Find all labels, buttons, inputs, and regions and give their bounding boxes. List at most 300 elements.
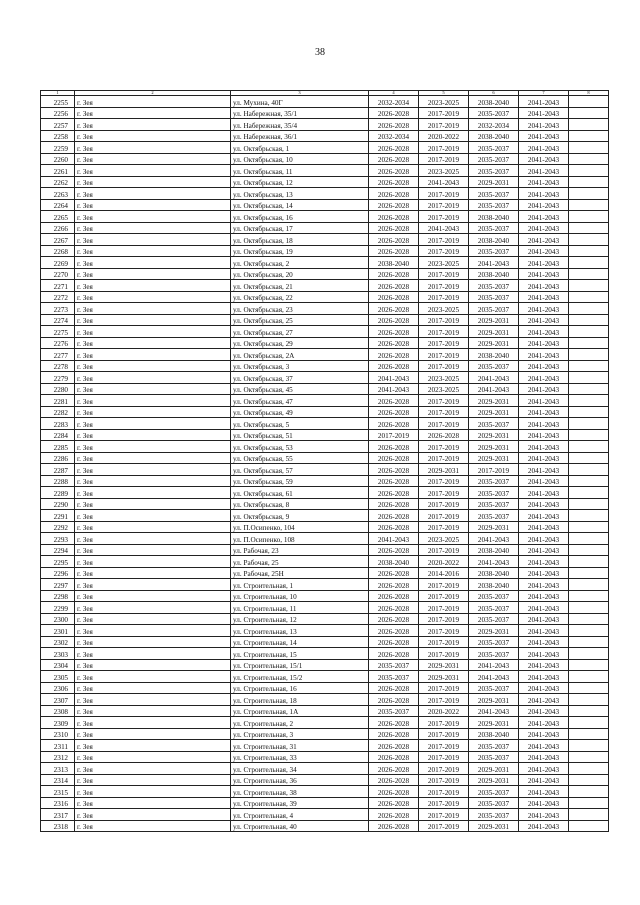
column-number-8: 8 [569, 91, 609, 96]
row-number-cell: 2302 [41, 636, 75, 648]
table-row [41, 222, 609, 234]
row-number-cell: 2262 [41, 176, 75, 188]
period-col-5-cell: 2017-2019 [419, 521, 469, 533]
row-number-cell: 2300 [41, 613, 75, 625]
column-number-3: 3 [231, 91, 369, 96]
table-row [41, 153, 609, 165]
period-col-4-cell: 2026-2028 [369, 153, 419, 165]
table-row [41, 107, 609, 119]
period-col-6-cell: 2038-2040 [469, 268, 519, 280]
period-col-6-cell: 2035-2037 [469, 165, 519, 177]
period-col-5-cell: 2017-2019 [419, 602, 469, 614]
address-cell: ул. Октябрьская, 3 [231, 360, 369, 372]
row-number-cell: 2270 [41, 268, 75, 280]
col-8-cell [569, 452, 609, 464]
table-row [41, 682, 609, 694]
period-col-5-cell: 2041-2043 [419, 176, 469, 188]
city-cell: г. Зея [75, 280, 231, 292]
period-col-6-cell: 2029-2031 [469, 176, 519, 188]
period-col-7-cell: 2041-2043 [519, 533, 569, 545]
address-cell: ул. Строительная, 16 [231, 682, 369, 694]
col-8-cell [569, 188, 609, 200]
address-cell: ул. Октябрьская, 16 [231, 211, 369, 223]
address-cell: ул. Набережная, 36/1 [231, 130, 369, 142]
period-col-6-cell: 2035-2037 [469, 245, 519, 257]
city-cell: г. Зея [75, 326, 231, 338]
period-col-6-cell: 2035-2037 [469, 142, 519, 154]
period-col-4-cell: 2026-2028 [369, 211, 419, 223]
row-number-cell: 2296 [41, 567, 75, 579]
period-col-7-cell: 2041-2043 [519, 165, 569, 177]
period-col-6-cell: 2035-2037 [469, 797, 519, 809]
period-col-4-cell: 2026-2028 [369, 337, 419, 349]
period-col-4-cell: 2026-2028 [369, 809, 419, 821]
period-col-4-cell: 2026-2028 [369, 774, 419, 786]
table-row [41, 579, 609, 591]
period-col-6-cell: 2035-2037 [469, 498, 519, 510]
city-cell: г. Зея [75, 119, 231, 131]
table-row [41, 636, 609, 648]
row-number-cell: 2256 [41, 107, 75, 119]
period-col-4-cell: 2026-2028 [369, 107, 419, 119]
period-col-4-cell: 2026-2028 [369, 544, 419, 556]
address-cell: ул. Строительная, 1 [231, 579, 369, 591]
period-col-7-cell: 2041-2043 [519, 613, 569, 625]
row-number-cell: 2272 [41, 291, 75, 303]
period-col-4-cell: 2026-2028 [369, 165, 419, 177]
period-col-7-cell: 2041-2043 [519, 487, 569, 499]
col-8-cell [569, 659, 609, 671]
period-col-5-cell: 2017-2019 [419, 751, 469, 763]
period-col-4-cell: 2026-2028 [369, 613, 419, 625]
period-col-7-cell: 2041-2043 [519, 119, 569, 131]
period-col-7-cell: 2041-2043 [519, 659, 569, 671]
row-number-cell: 2286 [41, 452, 75, 464]
period-col-6-cell: 2017-2019 [469, 464, 519, 476]
table-row [41, 464, 609, 476]
city-cell: г. Зея [75, 429, 231, 441]
period-col-5-cell: 2017-2019 [419, 153, 469, 165]
col-8-cell [569, 740, 609, 752]
period-col-5-cell: 2020-2022 [419, 705, 469, 717]
period-col-6-cell: 2035-2037 [469, 602, 519, 614]
row-number-cell: 2305 [41, 671, 75, 683]
row-number-cell: 2310 [41, 728, 75, 740]
col-8-cell [569, 211, 609, 223]
period-col-4-cell: 2026-2028 [369, 441, 419, 453]
row-number-cell: 2275 [41, 326, 75, 338]
table-row [41, 119, 609, 131]
period-col-4-cell: 2026-2028 [369, 717, 419, 729]
table-row [41, 234, 609, 246]
period-col-4-cell: 2026-2028 [369, 475, 419, 487]
col-8-cell [569, 360, 609, 372]
row-number-cell: 2313 [41, 763, 75, 775]
col-8-cell [569, 786, 609, 798]
city-cell: г. Зея [75, 763, 231, 775]
period-col-6-cell: 2035-2037 [469, 613, 519, 625]
period-col-7-cell: 2041-2043 [519, 625, 569, 637]
col-8-cell [569, 498, 609, 510]
period-col-6-cell: 2035-2037 [469, 809, 519, 821]
table-row [41, 659, 609, 671]
period-col-5-cell: 2017-2019 [419, 326, 469, 338]
period-col-6-cell: 2029-2031 [469, 406, 519, 418]
period-col-4-cell: 2032-2034 [369, 130, 419, 142]
col-8-cell [569, 579, 609, 591]
table-row [41, 774, 609, 786]
period-col-7-cell: 2041-2043 [519, 740, 569, 752]
col-8-cell [569, 314, 609, 326]
period-col-7-cell: 2041-2043 [519, 797, 569, 809]
period-col-5-cell: 2017-2019 [419, 360, 469, 372]
period-col-6-cell: 2041-2043 [469, 383, 519, 395]
table-row [41, 383, 609, 395]
column-number-4: 4 [369, 91, 419, 96]
city-cell: г. Зея [75, 268, 231, 280]
city-cell: г. Зея [75, 602, 231, 614]
row-number-cell: 2287 [41, 464, 75, 476]
city-cell: г. Зея [75, 153, 231, 165]
table-row [41, 337, 609, 349]
period-col-6-cell: 2041-2043 [469, 556, 519, 568]
period-col-4-cell: 2026-2028 [369, 245, 419, 257]
period-col-6-cell: 2035-2037 [469, 303, 519, 315]
period-col-7-cell: 2041-2043 [519, 383, 569, 395]
city-cell: г. Зея [75, 96, 231, 108]
period-col-5-cell: 2017-2019 [419, 498, 469, 510]
period-col-6-cell: 2029-2031 [469, 395, 519, 407]
table-row [41, 360, 609, 372]
period-col-4-cell: 2032-2034 [369, 96, 419, 108]
period-col-6-cell: 2029-2031 [469, 429, 519, 441]
city-cell: г. Зея [75, 291, 231, 303]
address-cell: ул. П.Осипенко, 104 [231, 521, 369, 533]
table-row [41, 705, 609, 717]
period-col-5-cell: 2026-2028 [419, 429, 469, 441]
address-cell: ул. Строительная, 12 [231, 613, 369, 625]
col-8-cell [569, 176, 609, 188]
period-col-4-cell: 2026-2028 [369, 280, 419, 292]
address-cell: ул. Набережная, 35/1 [231, 107, 369, 119]
table-row [41, 786, 609, 798]
period-col-4-cell: 2035-2037 [369, 705, 419, 717]
period-col-6-cell: 2035-2037 [469, 487, 519, 499]
table-row [41, 544, 609, 556]
period-col-7-cell: 2041-2043 [519, 579, 569, 591]
period-col-4-cell: 2026-2028 [369, 728, 419, 740]
row-number-cell: 2268 [41, 245, 75, 257]
row-number-cell: 2311 [41, 740, 75, 752]
col-8-cell [569, 303, 609, 315]
period-col-4-cell: 2026-2028 [369, 314, 419, 326]
period-col-6-cell: 2038-2040 [469, 728, 519, 740]
period-col-6-cell: 2035-2037 [469, 786, 519, 798]
table-row [41, 326, 609, 338]
address-cell: ул. Строительная, 15 [231, 648, 369, 660]
period-col-7-cell: 2041-2043 [519, 521, 569, 533]
col-8-cell [569, 418, 609, 430]
period-col-5-cell: 2017-2019 [419, 107, 469, 119]
period-col-4-cell: 2038-2040 [369, 257, 419, 269]
table-row [41, 556, 609, 568]
city-cell: г. Зея [75, 625, 231, 637]
period-col-6-cell: 2035-2037 [469, 740, 519, 752]
address-cell: ул. Рабочая, 25Н [231, 567, 369, 579]
period-col-4-cell: 2026-2028 [369, 119, 419, 131]
period-col-5-cell: 2017-2019 [419, 395, 469, 407]
row-number-cell: 2304 [41, 659, 75, 671]
period-col-6-cell: 2029-2031 [469, 452, 519, 464]
table-row [41, 165, 609, 177]
col-8-cell [569, 613, 609, 625]
row-number-cell: 2293 [41, 533, 75, 545]
period-col-4-cell: 2026-2028 [369, 694, 419, 706]
city-cell: г. Зея [75, 360, 231, 372]
city-cell: г. Зея [75, 464, 231, 476]
col-8-cell [569, 625, 609, 637]
period-col-5-cell: 2017-2019 [419, 291, 469, 303]
table-row [41, 280, 609, 292]
col-8-cell [569, 556, 609, 568]
col-8-cell [569, 257, 609, 269]
city-cell: г. Зея [75, 533, 231, 545]
row-number-cell: 2290 [41, 498, 75, 510]
city-cell: г. Зея [75, 820, 231, 832]
city-cell: г. Зея [75, 349, 231, 361]
period-col-4-cell: 2026-2028 [369, 360, 419, 372]
address-cell: ул. Октябрьская, 12 [231, 176, 369, 188]
city-cell: г. Зея [75, 418, 231, 430]
period-col-4-cell: 2026-2028 [369, 602, 419, 614]
period-col-4-cell: 2026-2028 [369, 326, 419, 338]
table-row [41, 268, 609, 280]
period-col-7-cell: 2041-2043 [519, 590, 569, 602]
address-cell: ул. Октябрьская, 2А [231, 349, 369, 361]
city-cell: г. Зея [75, 510, 231, 522]
city-cell: г. Зея [75, 498, 231, 510]
period-col-4-cell: 2026-2028 [369, 349, 419, 361]
address-cell: ул. Октябрьская, 5 [231, 418, 369, 430]
city-cell: г. Зея [75, 372, 231, 384]
period-col-7-cell: 2041-2043 [519, 567, 569, 579]
row-number-cell: 2264 [41, 199, 75, 211]
row-number-cell: 2317 [41, 809, 75, 821]
row-number-cell: 2266 [41, 222, 75, 234]
address-cell: ул. Октябрьская, 51 [231, 429, 369, 441]
row-number-cell: 2301 [41, 625, 75, 637]
period-col-7-cell: 2041-2043 [519, 452, 569, 464]
address-cell: ул. Октябрьская, 11 [231, 165, 369, 177]
address-cell: ул. Строительная, 39 [231, 797, 369, 809]
period-col-4-cell: 2026-2028 [369, 291, 419, 303]
city-cell: г. Зея [75, 521, 231, 533]
table-row [41, 395, 609, 407]
address-cell: ул. Октябрьская, 22 [231, 291, 369, 303]
column-number-1: 1 [41, 91, 75, 96]
period-col-4-cell: 2026-2028 [369, 636, 419, 648]
row-number-cell: 2285 [41, 441, 75, 453]
col-8-cell [569, 705, 609, 717]
period-col-5-cell: 2017-2019 [419, 694, 469, 706]
address-cell: ул. Октябрьская, 47 [231, 395, 369, 407]
col-8-cell [569, 96, 609, 108]
col-8-cell [569, 222, 609, 234]
address-cell: ул. Октябрьская, 37 [231, 372, 369, 384]
period-col-4-cell: 2026-2028 [369, 786, 419, 798]
row-number-cell: 2309 [41, 717, 75, 729]
row-number-cell: 2299 [41, 602, 75, 614]
period-col-4-cell: 2041-2043 [369, 372, 419, 384]
period-col-7-cell: 2041-2043 [519, 556, 569, 568]
period-col-4-cell: 2041-2043 [369, 383, 419, 395]
period-col-7-cell: 2041-2043 [519, 360, 569, 372]
period-col-4-cell: 2026-2028 [369, 648, 419, 660]
row-number-cell: 2261 [41, 165, 75, 177]
period-col-7-cell: 2041-2043 [519, 705, 569, 717]
period-col-6-cell: 2041-2043 [469, 257, 519, 269]
address-cell: ул. Строительная, 15/1 [231, 659, 369, 671]
address-cell: ул. Строительная, 13 [231, 625, 369, 637]
period-col-4-cell: 2026-2028 [369, 590, 419, 602]
period-col-6-cell: 2038-2040 [469, 579, 519, 591]
address-cell: ул. Строительная, 1А [231, 705, 369, 717]
row-number-cell: 2295 [41, 556, 75, 568]
table-row [41, 245, 609, 257]
period-col-7-cell: 2041-2043 [519, 418, 569, 430]
period-col-5-cell: 2023-2025 [419, 257, 469, 269]
col-8-cell [569, 797, 609, 809]
row-number-cell: 2288 [41, 475, 75, 487]
col-8-cell [569, 199, 609, 211]
period-col-5-cell: 2029-2031 [419, 659, 469, 671]
city-cell: г. Зея [75, 441, 231, 453]
city-cell: г. Зея [75, 682, 231, 694]
row-number-cell: 2291 [41, 510, 75, 522]
table-row [41, 176, 609, 188]
table-row [41, 406, 609, 418]
col-8-cell [569, 820, 609, 832]
period-col-5-cell: 2017-2019 [419, 452, 469, 464]
col-8-cell [569, 533, 609, 545]
row-number-cell: 2281 [41, 395, 75, 407]
row-number-cell: 2259 [41, 142, 75, 154]
row-number-cell: 2274 [41, 314, 75, 326]
col-8-cell [569, 728, 609, 740]
period-col-6-cell: 2041-2043 [469, 671, 519, 683]
table-row [41, 728, 609, 740]
city-cell: г. Зея [75, 705, 231, 717]
table-row [41, 567, 609, 579]
period-col-4-cell: 2026-2028 [369, 268, 419, 280]
table-row [41, 717, 609, 729]
period-col-7-cell: 2041-2043 [519, 464, 569, 476]
period-col-5-cell: 2020-2022 [419, 556, 469, 568]
period-col-5-cell: 2017-2019 [419, 418, 469, 430]
period-col-7-cell: 2041-2043 [519, 395, 569, 407]
period-col-4-cell: 2041-2043 [369, 533, 419, 545]
table-row [41, 372, 609, 384]
address-cell: ул. Рабочая, 23 [231, 544, 369, 556]
period-col-6-cell: 2038-2040 [469, 96, 519, 108]
period-col-5-cell: 2017-2019 [419, 234, 469, 246]
city-cell: г. Зея [75, 107, 231, 119]
period-col-5-cell: 2017-2019 [419, 245, 469, 257]
period-col-5-cell: 2023-2025 [419, 383, 469, 395]
col-8-cell [569, 717, 609, 729]
period-col-7-cell: 2041-2043 [519, 268, 569, 280]
period-col-7-cell: 2041-2043 [519, 280, 569, 292]
period-col-5-cell: 2017-2019 [419, 636, 469, 648]
page-number: 38 [315, 47, 325, 58]
period-col-6-cell: 2038-2040 [469, 349, 519, 361]
period-col-4-cell: 2026-2028 [369, 625, 419, 637]
period-col-6-cell: 2029-2031 [469, 521, 519, 533]
period-col-7-cell: 2041-2043 [519, 751, 569, 763]
col-8-cell [569, 429, 609, 441]
period-col-7-cell: 2041-2043 [519, 153, 569, 165]
period-col-4-cell: 2026-2028 [369, 176, 419, 188]
city-cell: г. Зея [75, 130, 231, 142]
col-8-cell [569, 165, 609, 177]
period-col-6-cell: 2029-2031 [469, 717, 519, 729]
table-row [41, 797, 609, 809]
period-col-5-cell: 2017-2019 [419, 280, 469, 292]
col-8-cell [569, 636, 609, 648]
period-col-7-cell: 2041-2043 [519, 211, 569, 223]
period-col-4-cell: 2026-2028 [369, 406, 419, 418]
period-col-7-cell: 2041-2043 [519, 372, 569, 384]
period-col-7-cell: 2041-2043 [519, 510, 569, 522]
city-cell: г. Зея [75, 452, 231, 464]
col-8-cell [569, 475, 609, 487]
city-cell: г. Зея [75, 257, 231, 269]
city-cell: г. Зея [75, 475, 231, 487]
table-row [41, 314, 609, 326]
col-8-cell [569, 648, 609, 660]
period-col-5-cell: 2017-2019 [419, 142, 469, 154]
row-number-cell: 2315 [41, 786, 75, 798]
table-row [41, 648, 609, 660]
table-row [41, 441, 609, 453]
period-col-5-cell: 2017-2019 [419, 590, 469, 602]
address-cell: ул. Октябрьская, 29 [231, 337, 369, 349]
period-col-4-cell: 2026-2028 [369, 142, 419, 154]
table-row [41, 533, 609, 545]
period-col-6-cell: 2035-2037 [469, 188, 519, 200]
period-col-7-cell: 2041-2043 [519, 406, 569, 418]
city-cell: г. Зея [75, 165, 231, 177]
period-col-5-cell: 2017-2019 [419, 797, 469, 809]
table-row [41, 291, 609, 303]
period-col-6-cell: 2029-2031 [469, 314, 519, 326]
period-col-7-cell: 2041-2043 [519, 326, 569, 338]
address-cell: ул. Октябрьская, 14 [231, 199, 369, 211]
address-cell: ул. П.Осипенко, 108 [231, 533, 369, 545]
row-number-cell: 2257 [41, 119, 75, 131]
city-cell: г. Зея [75, 590, 231, 602]
city-cell: г. Зея [75, 567, 231, 579]
period-col-6-cell: 2035-2037 [469, 153, 519, 165]
data-table [40, 90, 609, 832]
address-cell: ул. Октябрьская, 45 [231, 383, 369, 395]
period-col-6-cell: 2032-2034 [469, 119, 519, 131]
col-8-cell [569, 774, 609, 786]
period-col-4-cell: 2026-2028 [369, 498, 419, 510]
col-8-cell [569, 464, 609, 476]
period-col-4-cell: 2026-2028 [369, 510, 419, 522]
period-col-4-cell: 2026-2028 [369, 682, 419, 694]
